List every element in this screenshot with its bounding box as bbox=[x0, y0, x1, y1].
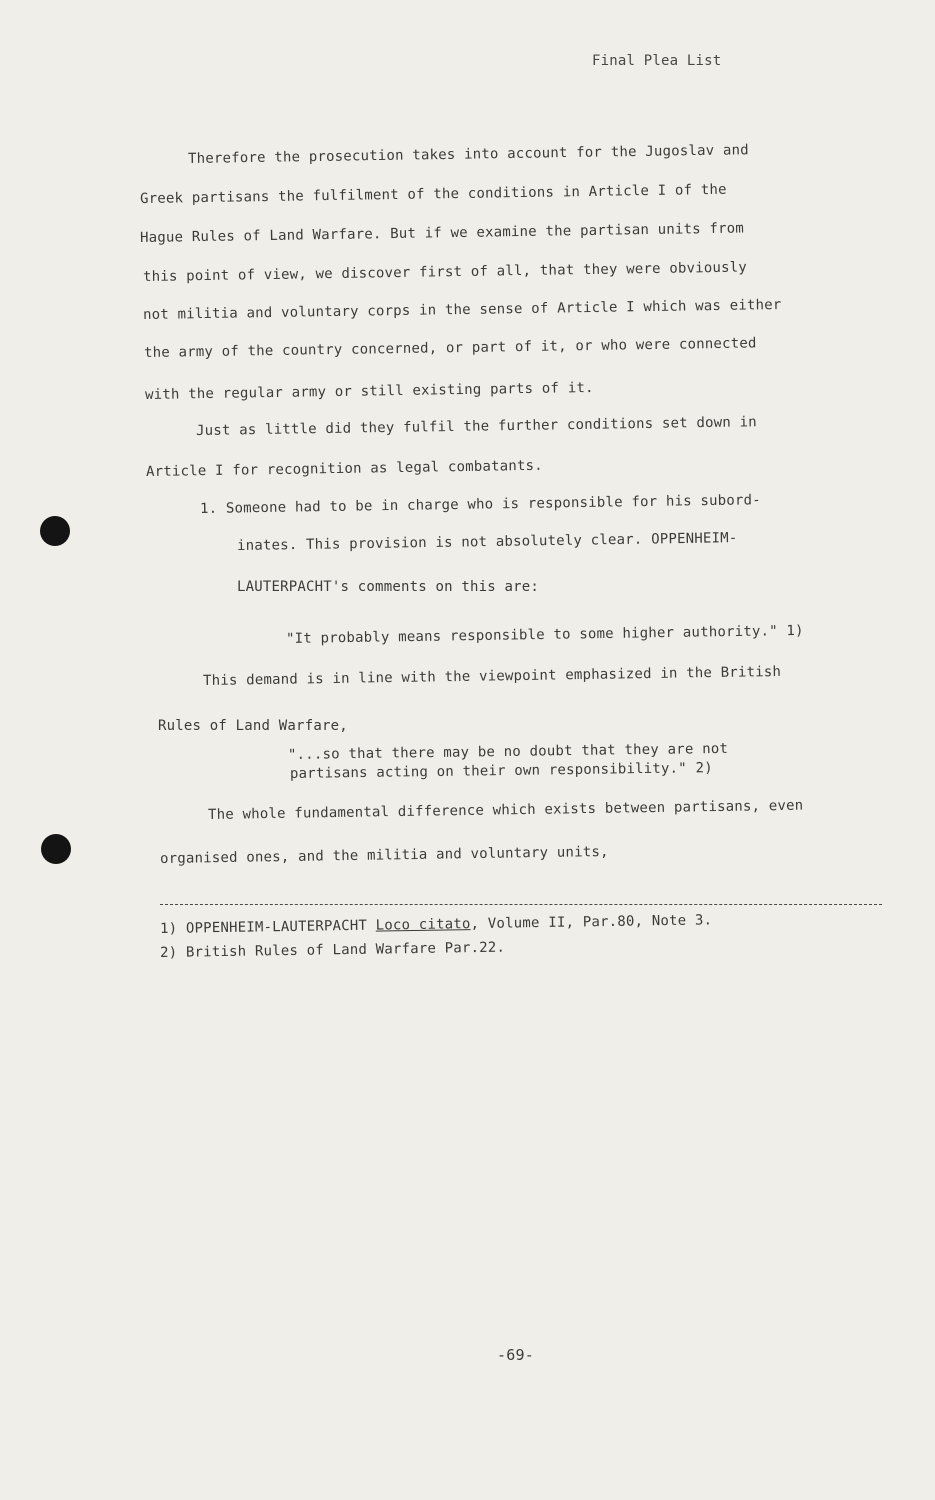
document-header: Final Plea List bbox=[592, 53, 722, 69]
body-line-5: not militia and voluntary corps in the sense of Article I which was either bbox=[142, 296, 782, 323]
body-line-8: Just as little did they fulfil the further conditions set down in bbox=[195, 414, 757, 439]
block-quote-1: "It probably means responsible to some higher authority." 1) bbox=[285, 622, 804, 647]
numbered-item-line-3: LAUTERPACHT's comments on this are: bbox=[237, 579, 540, 595]
numbered-item-line-1: 1. Someone had to be in charge who is responsible for his subord- bbox=[199, 492, 761, 517]
footnote-2: 2) British Rules of Land Warfare Par.22. bbox=[159, 939, 506, 961]
body-line-4: this point of view, we discover first of all, that they were obviously bbox=[142, 259, 748, 285]
numbered-item-line-2: inates. This provision is not absolutely clear. OPPENHEIM- bbox=[236, 530, 738, 554]
footnote-1 bbox=[160, 911, 712, 938]
body-line-9: Article I for recognition as legal combatants. bbox=[145, 457, 543, 480]
body-line-11: Rules of Land Warfare, bbox=[158, 718, 348, 734]
page-number: -69- bbox=[497, 1346, 534, 1364]
body-line-6: the army of the country concerned, or part of it, or who were connected bbox=[143, 335, 757, 361]
footnote-separator bbox=[160, 904, 882, 905]
block-quote-2-line-1: "...so that there may be no doubt that they are not bbox=[287, 740, 729, 763]
body-line-2: Greek partisans the fulfilment of the conditions in Article I of the bbox=[139, 181, 727, 207]
body-line-12: The whole fundamental difference which exists between partisans, even bbox=[207, 797, 804, 823]
footnote-1-prefix: 1) OPPENHEIM-LAUTERPACHT bbox=[159, 917, 376, 937]
body-line-3: Hague Rules of Land Warfare. But if we examine the partisan units from bbox=[139, 220, 745, 246]
footnote-1-citation: Loco citato bbox=[375, 916, 471, 934]
footnote-1-suffix: , Volume II, Par.80, Note 3. bbox=[470, 912, 713, 933]
block-quote-2-line-2: partisans acting on their own responsibility." 2) bbox=[289, 760, 713, 782]
body-line-1: Therefore the prosecution takes into account for the Jugoslav and bbox=[187, 142, 749, 167]
punch-hole-bottom bbox=[41, 834, 71, 864]
body-line-13: organised ones, and the militia and voluntary units, bbox=[159, 843, 609, 867]
body-line-10: This demand is in line with the viewpoint emphasized in the British bbox=[202, 663, 782, 689]
body-line-7: with the regular army or still existing parts of it. bbox=[144, 379, 594, 403]
punch-hole-top bbox=[40, 516, 70, 546]
